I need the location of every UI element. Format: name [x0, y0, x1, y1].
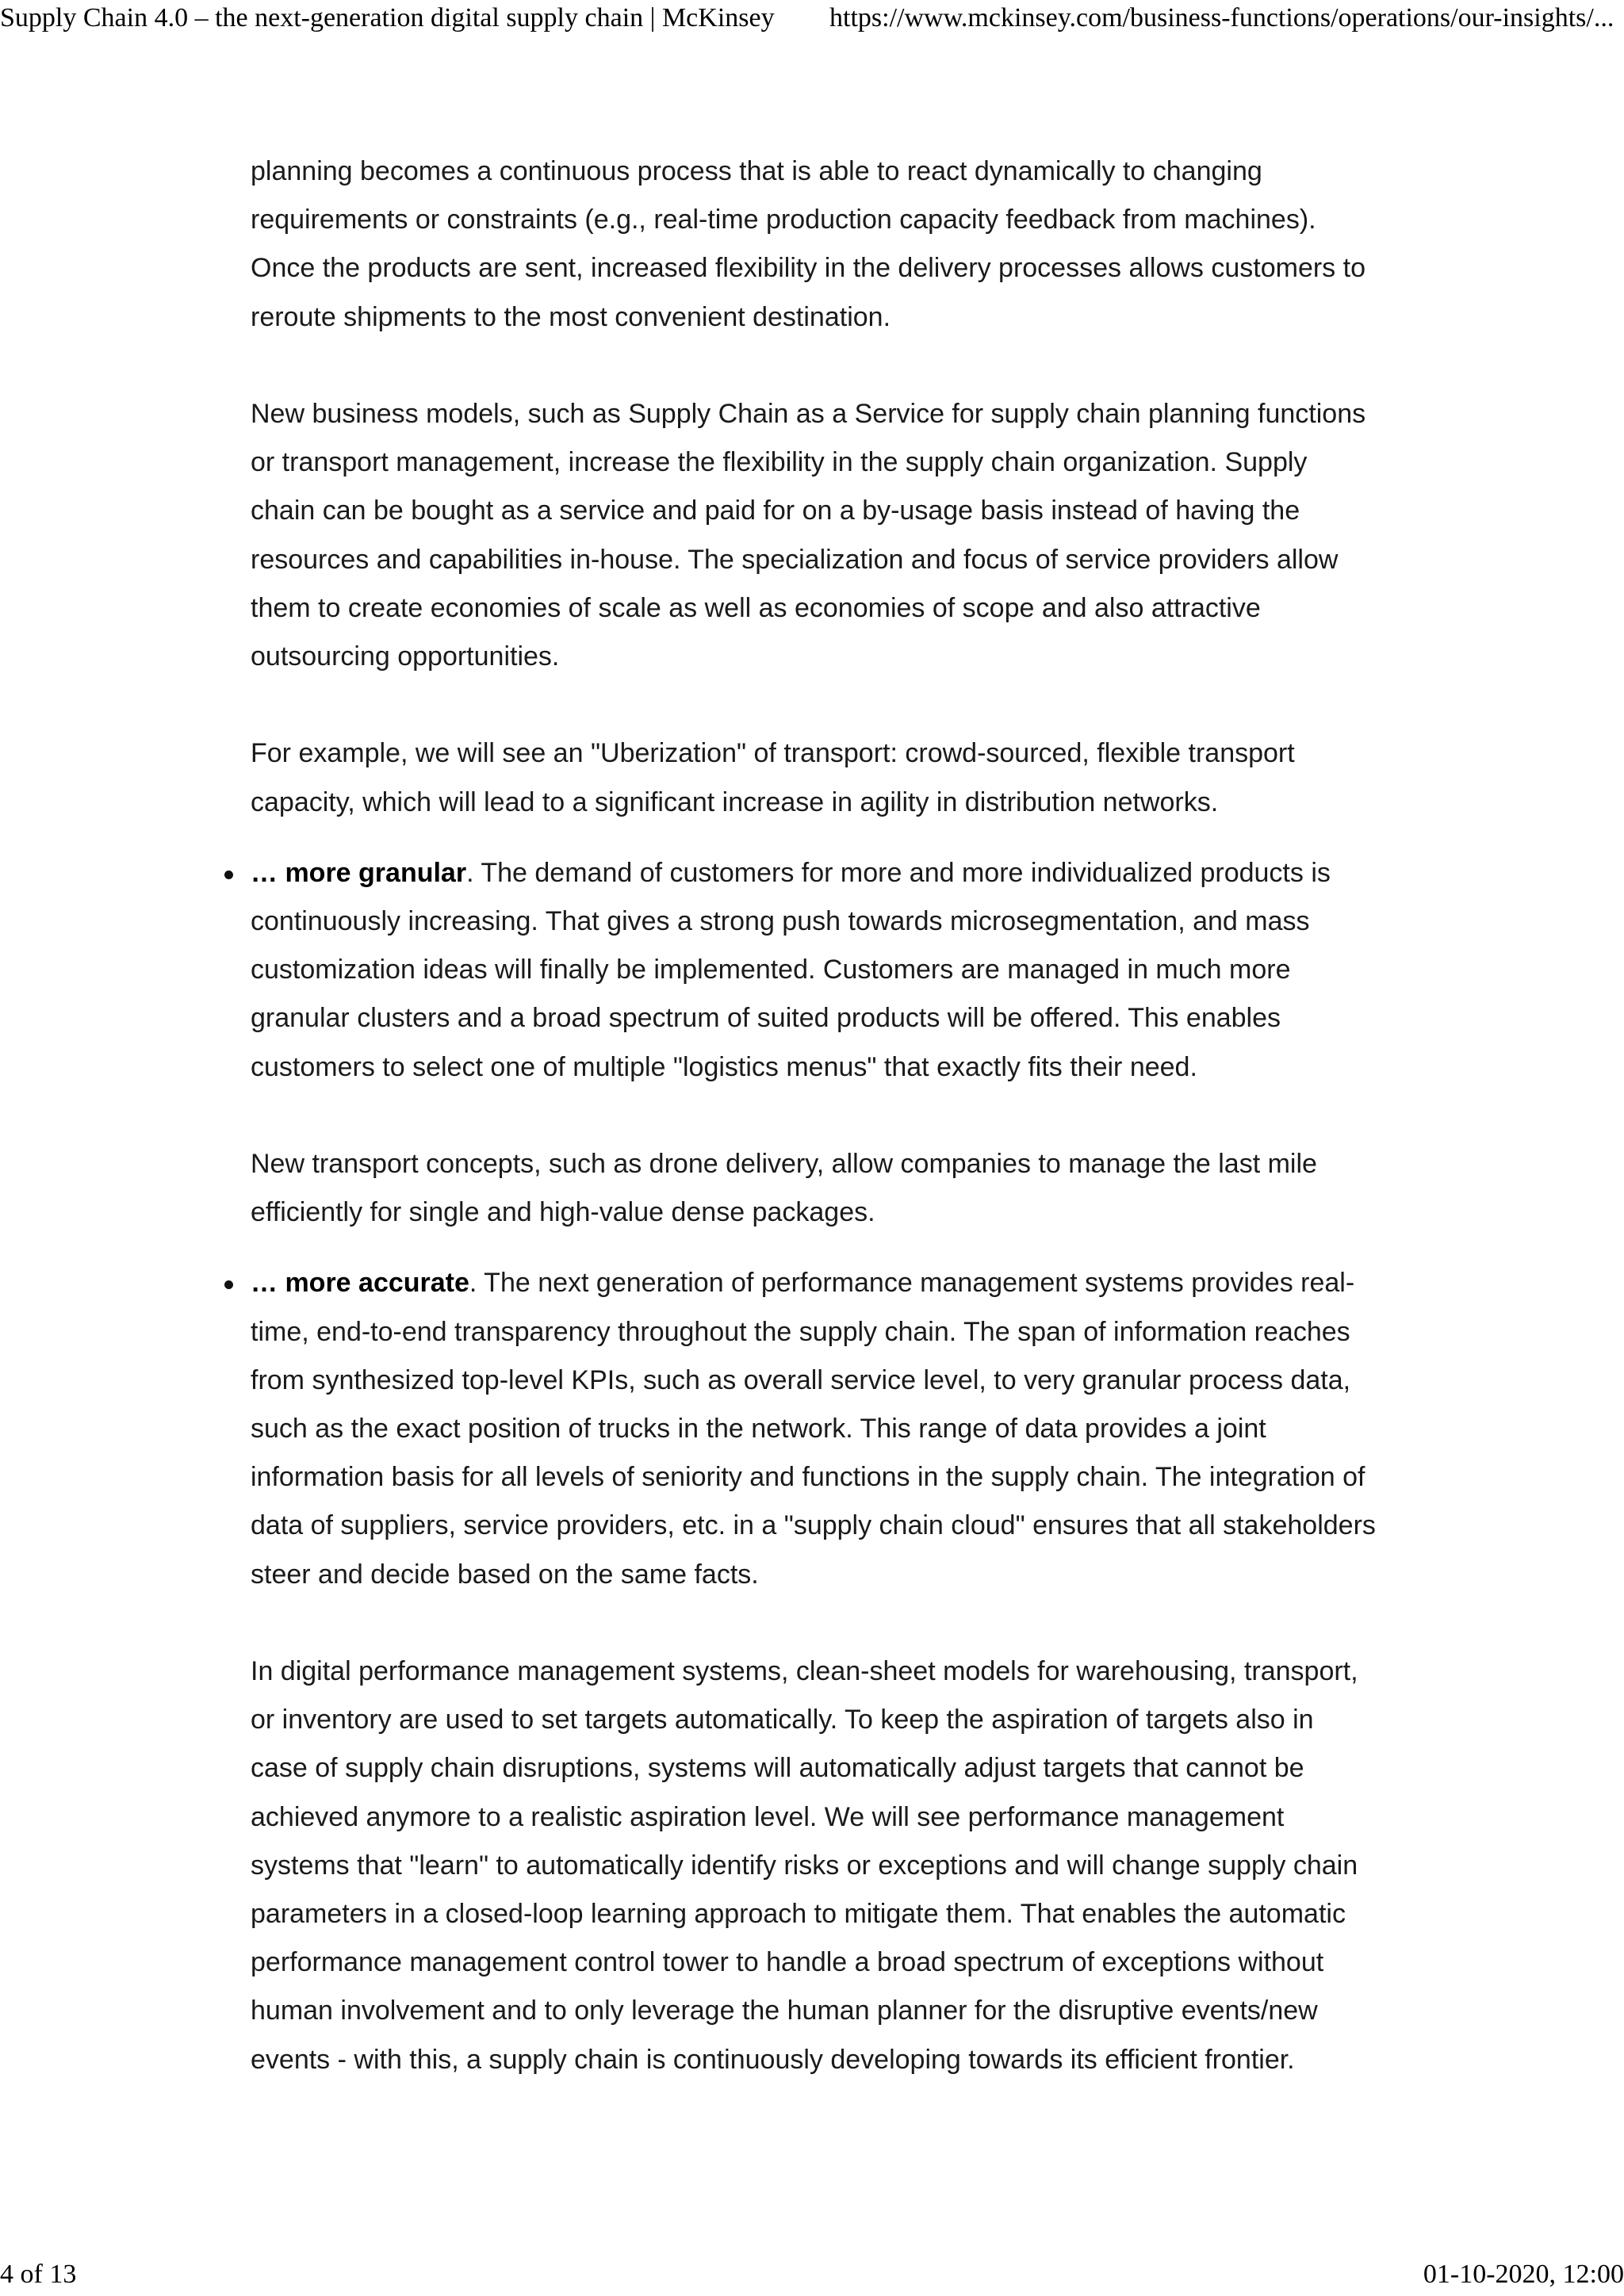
paragraph-gap — [251, 681, 1377, 729]
paragraph-gap — [251, 342, 1377, 390]
article-body — [251, 147, 1377, 2084]
paragraph-uberization: For example, we will see an "Uberization" of transport: crowd-sourced, flexible transport capacity, which will lead to a significant increase in agility in distribution networks. — [251, 738, 1295, 817]
page-url: https://www.mckinsey.com/business-functions/operations/our-insights/... — [829, 3, 1614, 33]
paragraph-planning: planning becomes a continuous process that is able to react dynamically to changing requirements or constraints (e.g., real-time production capacity feedback from machines). Once the products are sent, increased flexibility in the delivery processes allows customers to reroute shipments to the most convenient destination. — [251, 156, 1365, 332]
page-title: Supply Chain 4.0 – the next-generation digital supply chain | McKinsey — [0, 3, 775, 33]
print-header — [0, 5, 1624, 36]
bullet-body: . The demand of customers for more and more individualized products is continuously increasing. That gives a strong push towards microsegmentation, and mass customization ideas will finally be implemented. Customers are managed in much more granular clusters and a broad spectrum of suited products will be offered. This enables customers to select one of multiple "logistics menus" that exactly fits their need. — [251, 857, 1331, 1082]
bullet-extra-paragraph: In digital performance management systems, clean-sheet models for warehousing, transport, or inventory are used to set targets automatically. To keep the aspiration of targets also in case of supply chain disruptions, systems will automatically adjust targets that cannot be achieved anymore to a realistic aspiration level. We will see performance management systems that "learn" to automatically identify risks or exceptions and will change supply chain parameters in a closed-loop learning approach to mitigate them. That enables the automatic performance management control tower to handle a broad spectrum of exceptions without human involvement and to only leverage the human planner for the disruptive events/new events - with this, a supply chain is continuously developing towards its efficient frontier. — [251, 1656, 1358, 2075]
bullet-text — [251, 849, 1377, 1092]
bullet-body: . The next generation of performance management systems provides real-time, end-to-end transparency throughout the supply chain. The span of information reaches from synthesized top-level KPIs, such as overall service level, to very granular process data, such as the exact position of trucks in the network. This range of data provides a joint information basis for all levels of seniority and functions in the supply chain. The integration of data of suppliers, service providers, etc. in a "supply chain cloud" ensures that all stakeholders steer and decide based on the same facts. — [251, 1268, 1376, 1590]
list-item-more-granular — [251, 849, 1377, 1238]
print-footer — [0, 2261, 1624, 2293]
print-datetime: 01-10-2020, 12:00 — [1423, 2260, 1624, 2289]
bullet-text — [251, 1259, 1377, 1598]
paragraph-business-models: New business models, such as Supply Chain as a Service for supply chain planning functions or transport management, increase the flexibility in the supply chain organization. Supply chain can be bought as a service and paid for on a by-usage basis instead of having the resources and capabilities in-house. The specialization and focus of service providers allow them to create economies of scale as well as economies of scope and also attractive outsourcing opportunities. — [251, 399, 1366, 672]
bullet-extra-paragraph: New transport concepts, such as drone delivery, allow companies to manage the last mile efficiently for single and high-value dense packages. — [251, 1149, 1317, 1228]
bullet-lead: … more accurate — [251, 1268, 469, 1299]
paragraph-gap — [251, 1092, 1377, 1140]
list-item-more-accurate — [251, 1259, 1377, 2084]
page-number: 4 of 13 — [0, 2260, 77, 2289]
paragraph-gap — [251, 1599, 1377, 1647]
bullet-lead: … more granular — [251, 857, 467, 888]
